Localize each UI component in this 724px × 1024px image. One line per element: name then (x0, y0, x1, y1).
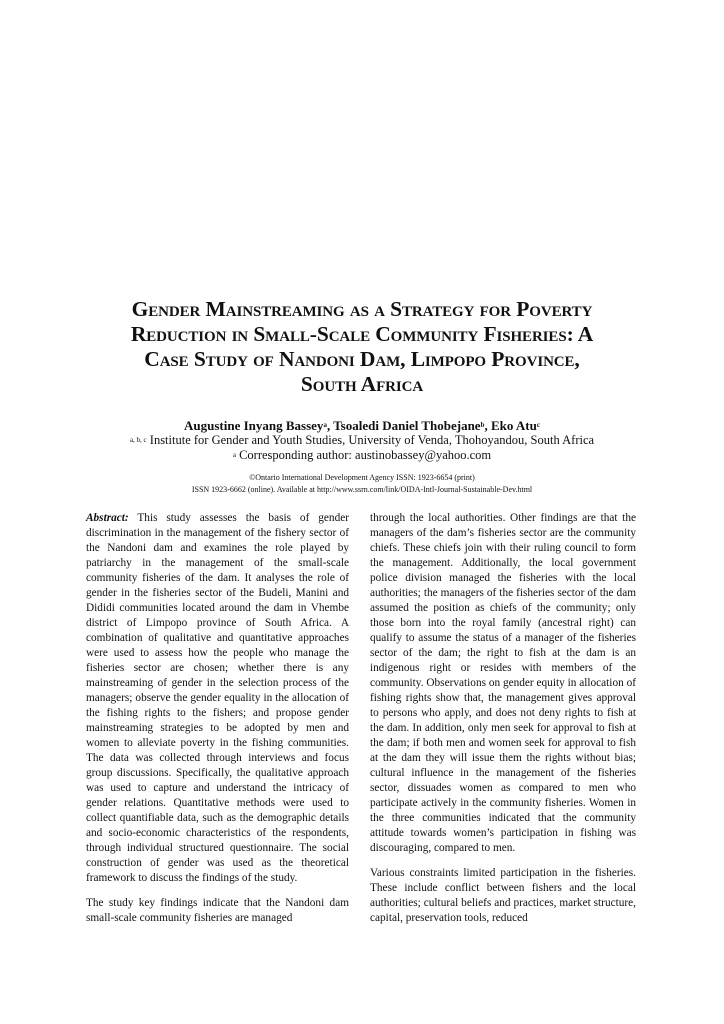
title-line: Reduction in Small-Scale Community Fisheries: A (130, 322, 594, 346)
corresponding-text: Corresponding author: austinobassey@yahoo.com (239, 448, 492, 462)
copyright-line: ISSN 1923-6662 (online). Available at http://www.ssrn.com/link/OIDA-Intl-Journal-Sustainable-Dev.html (191, 485, 533, 494)
title-line: Gender Mainstreaming as a Strategy for Poverty (131, 297, 593, 321)
author-names: Augustine Inyang Bassey$^a$, Tsoaledi Daniel Thobejane$^b$, Eko Atu$^c$ (184, 418, 540, 433)
abstract-text: This study assesses the basis of gender discrimination in the management of the fishery sector of the Nandoni dam and examines the role played by patriarchy in the management of the small-scale community fisheries of the dam. It analyses the role of gender in the fisheries sector of the Budeli, Manini and Dididi communities located around the dam in Vhembe district of Limpopo province of South Africa. A combination of qualitative and quantitative approaches were used to assess how the people who manage the fisheries sector are chosen; whether there is any mainstreaming of gender in the selection process of the managers; observe the gender equality in the allocation of the fishing rights to the fishers; and propose gender mainstreaming strategies to be adopted by men and women to alleviate poverty in the fishing communities. The data was collected through interviews and focus group discussions. Specifically, the qualitative approach was used to capture and understand the intricacy of gender relations. Quantitative methods were used to collect quantifiable data, such as the demographic details and socio-economic characteristics of the respondents, through individual structured questionnaire. The social construction of gender was used as the theoretical framework to discuss the findings of the study. (86, 512, 349, 884)
paper-title (70, 297, 654, 397)
author-superscript: a (323, 421, 327, 429)
affiliation (0, 433, 724, 448)
author-superscript: c (536, 421, 540, 429)
title-line: Case Study of Nandoni Dam, Limpopo Province, (144, 347, 580, 371)
author-name: Eko Atu (490, 418, 537, 433)
author-name: Augustine Inyang Bassey (184, 418, 324, 433)
right-column (370, 511, 636, 936)
copyright-notice (0, 472, 724, 496)
author-superscript: b (480, 421, 485, 429)
title-line: South Africa (300, 372, 424, 396)
author-name: Tsoaledi Daniel Thobejane (333, 418, 481, 433)
body-paragraph: The study key findings indicate that the Nandoni dam small-scale community fisheries are managed (86, 897, 349, 924)
corresponding-author (0, 448, 724, 463)
abstract-paragraph (86, 511, 349, 886)
author-block (0, 418, 724, 463)
body-paragraph: Various constraints limited participation in the fisheries. These include conflict between fishers and the local authorities; cultural beliefs and practices, market structure, capital, preservation tools, reduced (370, 867, 636, 924)
affiliation-text: Institute for Gender and Youth Studies, University of Venda, Thohoyandou, South Africa (149, 433, 595, 447)
abstract-label: Abstract: (86, 512, 129, 524)
corresponding-superscript: a (232, 451, 236, 459)
body-paragraph: through the local authorities. Other findings are that the managers of the dam’s fisheries sector are the community chiefs. These chiefs join with their ruling council to form the management. Additionally, the local government police division managed the fisheries with the local authorities; the managers of the fisheries sector of the dam assumed the position as chiefs of the community; only those born into the royal family (ancestral right) can qualify to assume the status of a manager of the fisheries sector of the dam; the right to fish at the dam is an indigenous right or resides with members of the community. Observations on gender equity in allocation of fishing rights show that, the management gives approval to persons who apply, and does not deny rights to fish at the dam. In addition, only men seek for approval to fish at the dam; if both men and women seek for approval to fish at the dam they will issue them the rights without bias; cultural influence in the management of the fisheries sector, dissuades women as compared to men who participate actively in the community fisheries. Women in the three communities indicated that the community attitude towards women’s participation in fishing was discouraging, compared to men. (370, 512, 636, 854)
affiliation-superscript: a, b, c (129, 436, 147, 444)
left-column (86, 511, 349, 936)
copyright-line: ©Ontario International Development Agency ISSN: 1923-6654 (print) (249, 473, 475, 482)
